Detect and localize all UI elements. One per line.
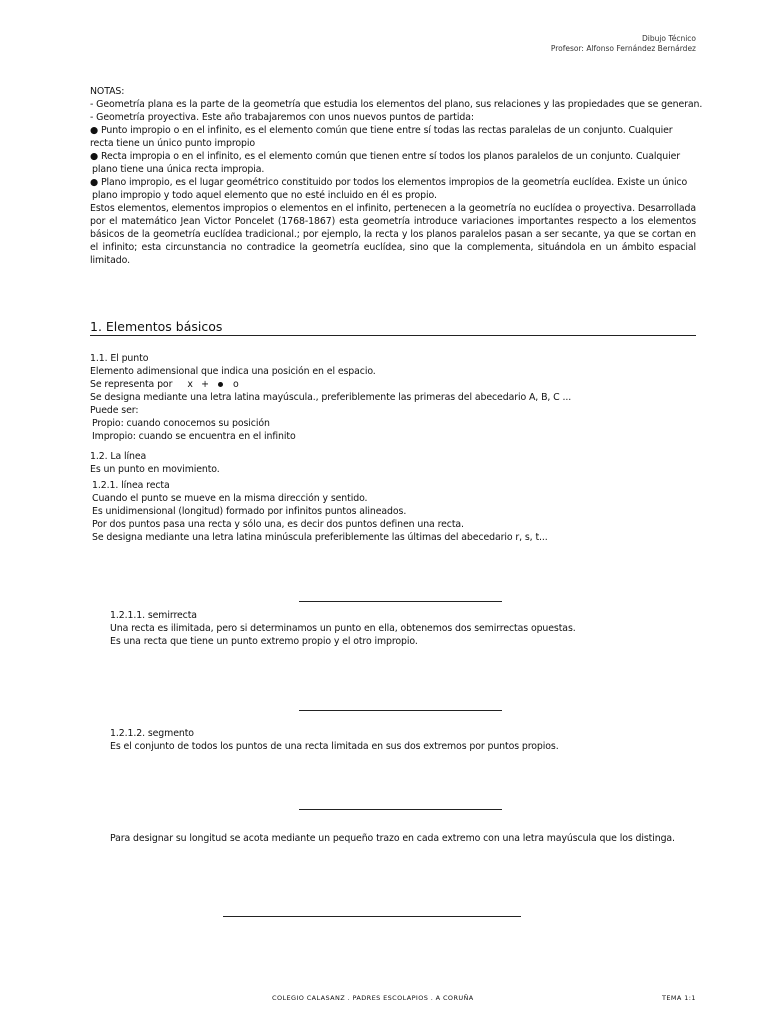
punto-line-2: Se representa por x + o bbox=[90, 378, 242, 391]
punto-heading: 1.1. El punto bbox=[90, 353, 149, 364]
punto-line-3: Se designa mediante una letra latina mayúscula., preferiblemente las primeras del abecedario A, B, C ... bbox=[90, 392, 572, 403]
symbol-x: x bbox=[187, 379, 193, 390]
linea-heading: 1.2. La línea bbox=[90, 451, 147, 462]
recta-line-1: Cuando el punto se mueve en la misma dirección y sentido. bbox=[92, 493, 368, 504]
bullet-recta-impropia-b: plano tiene una única recta impropia. bbox=[92, 164, 265, 175]
notes-heading: NOTAS: bbox=[90, 86, 125, 97]
recta-line-4: Se designa mediante una letra latina minúscula preferiblemente las últimas del abecedario r, s, t... bbox=[92, 532, 548, 543]
bullet-plano-impropio-b: plano impropio y todo aquel elemento que no esté incluido en él es propio. bbox=[92, 190, 437, 201]
bullet-punto-impropio-a: ● Punto impropio o en el infinito, es el elemento común que tiene entre sí todas las rectas paralelas de un conjunto. Cualquier bbox=[90, 125, 673, 136]
recta-heading: 1.2.1. línea recta bbox=[92, 480, 170, 491]
notes-line-2: - Geometría proyectiva. Este año trabajaremos con unos nuevos puntos de partida: bbox=[90, 112, 474, 123]
semirrecta-heading: 1.2.1.1. semirrecta bbox=[110, 610, 197, 621]
punto-line-1: Elemento adimensional que indica una posición en el espacio. bbox=[90, 366, 376, 377]
notes-line-1: - Geometría plana es la parte de la geometría que estudia los elementos del plano, sus relaciones y las propiedades que se generan. bbox=[90, 99, 703, 110]
notes-paragraph: Estos elementos, elementos impropios o elementos en el infinito, pertenecen a la geometría no euclídea o proyectiva. Desarrollada por el matemático Jean Victor Poncelet (1768-1867) esta geometría introduce variaciones importantes respecto a los elementos básicos de la geometría euclídea tradicional.; por ejemplo, la recta y los planos paralelos pasan a ser secante, ya que se cortan en el infinito; esta circunstancia no contradice la geometría euclídea, sino que la complementa, situándola en un ámbito espacial limitado. bbox=[90, 203, 696, 266]
section-title-rule bbox=[90, 335, 696, 336]
recta-drawing-line bbox=[299, 601, 502, 602]
semirrecta-drawing-line bbox=[299, 710, 502, 711]
section-title: 1. Elementos básicos bbox=[90, 319, 223, 334]
punto-impropio: Impropio: cuando se encuentra en el infinito bbox=[92, 431, 296, 442]
footer-school: COLEGIO CALASANZ . PADRES ESCOLAPIOS . A CORUÑA bbox=[272, 994, 474, 1002]
recta-line-2: Es unidimensional (longitud) formado por infinitos puntos alineados. bbox=[92, 506, 407, 517]
punto-line-4: Puede ser: bbox=[90, 405, 139, 416]
term-geometria-plana: - Geometría plana bbox=[90, 99, 174, 110]
recta-line-3: Por dos puntos pasa una recta y sólo una, es decir dos puntos definen una recta. bbox=[92, 519, 464, 530]
semirrecta-line-2: Es una recta que tiene un punto extremo propio y el otro impropio. bbox=[110, 636, 418, 647]
segmento-line-2: Para designar su longitud se acota mediante un pequeño trazo en cada extremo con una letra mayúscula que los distinga. bbox=[110, 833, 675, 844]
footer-page: TEMA 1:1 bbox=[662, 994, 696, 1002]
segmento-drawing-line bbox=[299, 809, 502, 810]
header-subject: Dibujo Técnico bbox=[641, 34, 696, 43]
punto-propio: Propio: cuando conocemos su posición bbox=[92, 418, 270, 429]
segmento-heading: 1.2.1.2. segmento bbox=[110, 728, 194, 739]
segmento-longitud-drawing-line bbox=[223, 916, 521, 917]
header-teacher: Profesor: Alfonso Fernández Bernárdez bbox=[550, 44, 696, 53]
symbol-circle: o bbox=[232, 379, 239, 390]
bullet-plano-impropio-a: ● Plano impropio, es el lugar geométrico constituido por todos los elementos impropios de la geometría euclídea. Existe un único bbox=[90, 177, 688, 188]
term-geometria-proyectiva: - Geometría proyectiva bbox=[90, 112, 197, 123]
symbol-dot-icon bbox=[218, 382, 223, 387]
segmento-line-1: Es el conjunto de todos los puntos de una recta limitada en sus dos extremos por puntos propios. bbox=[110, 741, 559, 752]
bullet-recta-impropia-a: ● Recta impropia o en el infinito, es el elemento común que tienen entre sí todos los planos paralelos de un conjunto. Cualquier bbox=[90, 151, 681, 162]
linea-line-1: Es un punto en movimiento. bbox=[90, 464, 220, 475]
symbol-plus: + bbox=[201, 379, 209, 390]
bullet-punto-impropio-b: recta tiene un único punto impropio bbox=[90, 138, 256, 149]
semirrecta-line-1: Una recta es ilimitada, pero si determinamos un punto en ella, obtenemos dos semirrectas opuestas. bbox=[110, 623, 576, 634]
